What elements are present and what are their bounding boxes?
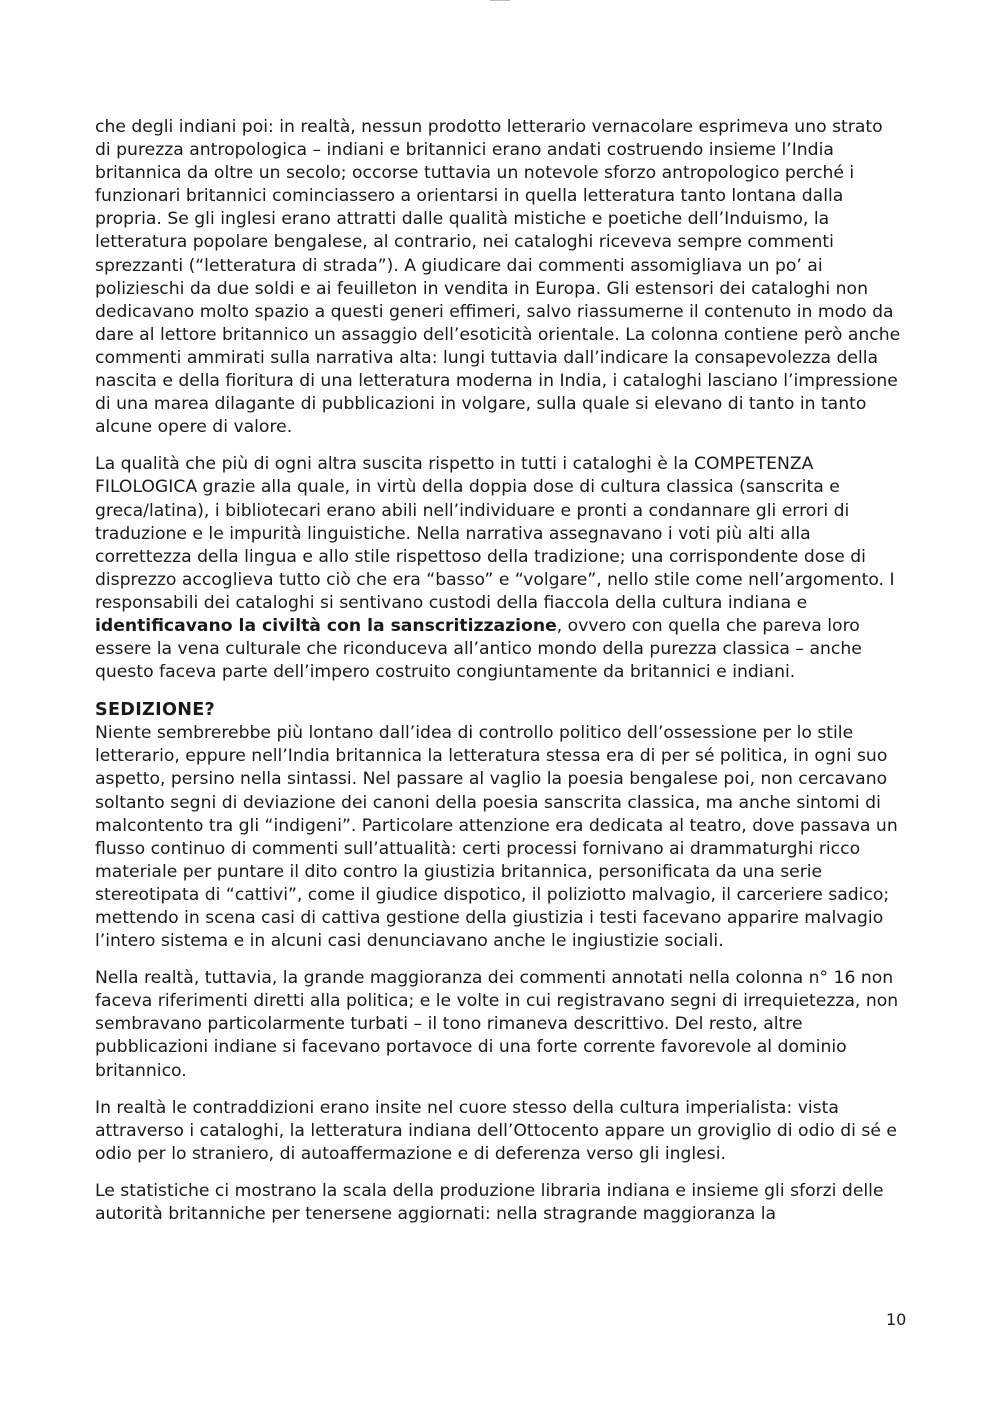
paragraph-3: Niente sembrerebbe più lontano dall’idea di controllo politico dell’ossessione per lo stile letterario, eppure nell’India britannica la letteratura stessa era di per sé politica, in ogni suo aspetto, persino nella sintassi. Nel passare al vaglio la poesia bengalese poi, non cercavano soltanto segni di deviazione dei canoni della poesia sanscrita classica, ma anche sintomi di malcontento tra gli “indigeni”. Particolare attenzione era dedicata al teatro, dove passava un flusso continuo di commenti sull’attualità: certi processi fornivano ai drammaturghi ricco materiale per puntare il dito contro la giustizia britannica, personificata da una serie stereotipata di “cattivi”, come il giudice dispotico, il poliziotto malvagio, il carceriere sadico; mettendo in scena casi di cattiva gestione della giustizia i testi facevano apparire malvagio l’intero sistema e in alcuni casi denunciavano anche le ingiustizie sociali. (95, 723, 898, 952)
section-heading: SEDIZIONE? (95, 700, 216, 721)
top-margin-mark (490, 0, 510, 1)
paragraph-2 (95, 453, 903, 684)
paragraph-2-bold-phrase: identificavano la civiltà con la sanscritizzazione (95, 615, 557, 636)
paragraph-6: Le statistiche ci mostrano la scala della produzione libraria indiana e insieme gli sforzi delle autorità britanniche per tenersene aggiornati: nella stragrande maggioranza la (95, 1180, 884, 1225)
page-number: 10 (886, 1310, 907, 1329)
paragraph-2-text-a: La qualità che più di ogni altra suscita rispetto in tutti i cataloghi è la COMPETENZA FILOLOGICA grazie alla quale, in virtù della doppia dose di cultura classica (sanscrita e greca/latina), i bibliotecari erano abili nell’individuare e pronti a condannare gli errori di traduzione e le impurità linguistiche. Nella narrativa assegnavano i voti più alti alla correttezza della lingua e allo stile rispettoso della tradizione; una corrispondente dose di disprezzo accoglieva tutto ciò che era “basso” e “volgare”, nello stile come nell’argomento. I responsabili dei cataloghi si sentivano custodi della fiaccola della cultura indiana e (95, 454, 895, 613)
paragraph-1: che degli indiani poi: in realtà, nessun prodotto letterario vernacolare esprimeva uno strato di purezza antropologica – indiani e britannici erano andati costruendo insieme l’India britannica da oltre un secolo; occorse tuttavia un notevole sforzo antropologico perché i funzionari britannici cominciassero a orientarsi in quella letteratura tanto lontana dalla propria. Se gli inglesi erano attratti dalle qualità mistiche e poetiche dell’Induismo, la letteratura popolare bengalese, al contrario, nei cataloghi riceveva sempre commenti sprezzanti (“letteratura di strada”). A giudicare dai commenti assomigliava un po’ ai polizieschi da due soldi e ai feuilleton in vendita in Europa. Gli estensori dei cataloghi non dedicavano molto spazio a questi generi effimeri, salvo riassumerne il contenuto in modo da dare al lettore britannico un assaggio dell’esoticità orientale. La colonna contiene però anche commenti ammirati sulla narrativa alta: lungi tuttavia dall’indicare la consapevolezza della nascita e della fioritura di una letteratura moderna in India, i cataloghi lasciano l’impressione di una marea dilagante di pubblicazioni in volgare, sulla quale si elevano di tanto in tanto alcune opere di valore. (95, 117, 901, 438)
body-text (95, 116, 903, 1240)
paragraph-4: Nella realtà, tuttavia, la grande maggioranza dei commenti annotati nella colonna n° 16 non faceva riferimenti diretti alla politica; e le volte in cui registravano segni di irrequietezza, non sembravano particolarmente turbati – il tono rimaneva descrittivo. Del resto, altre pubblicazioni indiane si facevano portavoce di una forte corrente favorevole al dominio britannico. (95, 968, 899, 1081)
paragraph-5: In realtà le contraddizioni erano insite nel cuore stesso della cultura imperialista: vista attraverso i cataloghi, la letteratura indiana dell’Ottocento appare un groviglio di odio di sé e odio per lo straniero, di autoaffermazione e di deferenza verso gli inglesi. (95, 1097, 897, 1164)
paragraph-2-text-b: , ovvero con quella che pareva loro essere la vena culturale che riconduceva all’antico mondo della purezza classica – anche questo faceva parte dell’impero costruito congiuntamente da britannici e indiani. (95, 615, 862, 683)
